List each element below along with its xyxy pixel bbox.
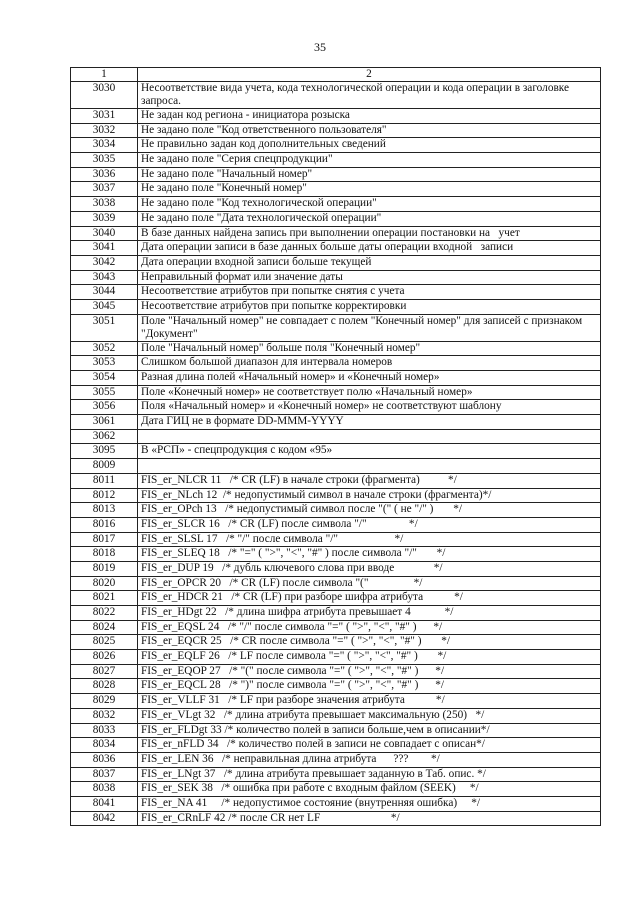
error-code: 8033 [71, 723, 138, 738]
table-row [71, 371, 601, 386]
table-row [71, 620, 601, 635]
error-code: 8012 [71, 488, 138, 503]
error-code: 8029 [71, 694, 138, 709]
table-row [71, 429, 601, 444]
error-code: 8038 [71, 782, 138, 797]
table-row [71, 782, 601, 797]
table-row [71, 385, 601, 400]
error-code: 3055 [71, 385, 138, 400]
page-number: 35 [314, 40, 326, 54]
table-row [71, 400, 601, 415]
error-description: FIS_er_HDCR 21 /* CR (LF) при разборе шифра атрибута */ [138, 591, 601, 606]
table-row [71, 473, 601, 488]
error-description: Не задано поле "Дата технологической операции" [138, 211, 601, 226]
error-description: FIS_er_nFLD 34 /* количество полей в записи не совпадает с описан*/ [138, 738, 601, 753]
error-description: В «РСП» - спецпродукция с кодом «95» [138, 444, 601, 459]
error-description: Несоответствие атрибутов при попытке корректировки [138, 299, 601, 314]
error-description: FIS_er_NLCR 11 /* CR (LF) в начале строки (фрагмента) */ [138, 473, 601, 488]
error-description: FIS_er_NLch 12 /* недопустимый символ в начале строки (фрагмента)*/ [138, 488, 601, 503]
table-row [71, 314, 601, 341]
table-row [71, 82, 601, 109]
table-row [71, 488, 601, 503]
table-row [71, 811, 601, 826]
error-description: Поля «Начальный номер» и «Конечный номер» не соответствуют шаблону [138, 400, 601, 415]
table-row [71, 123, 601, 138]
table-body [71, 82, 601, 826]
table-row [71, 532, 601, 547]
error-code: 3031 [71, 109, 138, 124]
error-description: Не правильно задан код дополнительных сведений [138, 138, 601, 153]
error-description: FIS_er_EQSL 24 /* "/" после символа "=" ( ">", "<", "#" ) */ [138, 620, 601, 635]
table-row [71, 138, 601, 153]
error-code: 8017 [71, 532, 138, 547]
error-description: FIS_er_DUP 19 /* дубль ключевого слова при вводе */ [138, 561, 601, 576]
error-code: 8034 [71, 738, 138, 753]
table-row [71, 796, 601, 811]
error-code: 3095 [71, 444, 138, 459]
error-code: 3034 [71, 138, 138, 153]
error-code: 3061 [71, 415, 138, 430]
error-description: FIS_er_EQCR 25 /* CR после символа "=" ( ">", "<", "#" ) */ [138, 635, 601, 650]
error-description: В базе данных найдена запись при выполнении операции постановки на учет [138, 226, 601, 241]
error-description: FIS_er_VLgt 32 /* длина атрибута превышает максимальную (250) */ [138, 708, 601, 723]
error-description: FIS_er_NA 41 /* недопустимое состояние (внутренняя ошибка) */ [138, 796, 601, 811]
table-row [71, 561, 601, 576]
error-description: Слишком большой диапазон для интервала номеров [138, 356, 601, 371]
error-description [138, 459, 601, 474]
error-description: FIS_er_SLCR 16 /* CR (LF) после символа "/" */ [138, 517, 601, 532]
error-description: FIS_er_EQOP 27 /* "(" после символа "=" ( ">", "<", "#" ) */ [138, 664, 601, 679]
error-description: FIS_er_VLLF 31 /* LF при разборе значения атрибута */ [138, 694, 601, 709]
table-row [71, 708, 601, 723]
table-row [71, 547, 601, 562]
error-description: FIS_er_EQLF 26 /* LF после символа "=" ( ">", "<", "#" ) */ [138, 650, 601, 665]
error-code: 8028 [71, 679, 138, 694]
error-description: FIS_er_CRnLF 42 /* после CR нет LF */ [138, 811, 601, 826]
error-description: FIS_er_SLEQ 18 /* "=" ( ">", "<", "#" ) после символа "/" */ [138, 547, 601, 562]
table-row [71, 606, 601, 621]
table-row [71, 356, 601, 371]
error-description: Неправильный формат или значение даты [138, 270, 601, 285]
error-code: 3038 [71, 197, 138, 212]
error-description: Дата ГИЦ не в формате DD-MMM-YYYY [138, 415, 601, 430]
table-row [71, 459, 601, 474]
error-description: FIS_er_HDgt 22 /* длина шифра атрибута превышает 4 */ [138, 606, 601, 621]
error-description: Не задано поле "Конечный номер" [138, 182, 601, 197]
table-row [71, 109, 601, 124]
error-code: 8016 [71, 517, 138, 532]
table-row [71, 285, 601, 300]
error-description: FIS_er_OPCR 20 /* CR (LF) после символа "(" */ [138, 576, 601, 591]
error-code: 3036 [71, 167, 138, 182]
error-description: Дата операции записи в базе данных больше даты операции входной записи [138, 241, 601, 256]
table-row [71, 153, 601, 168]
error-description: Несоответствие атрибутов при попытке снятия с учета [138, 285, 601, 300]
error-code: 8036 [71, 752, 138, 767]
error-code: 3030 [71, 82, 138, 109]
error-code: 3032 [71, 123, 138, 138]
table-row [71, 635, 601, 650]
error-code: 8041 [71, 796, 138, 811]
error-code: 3037 [71, 182, 138, 197]
error-code: 8018 [71, 547, 138, 562]
error-code: 8026 [71, 650, 138, 665]
table-row [71, 167, 601, 182]
error-code: 3051 [71, 314, 138, 341]
error-code: 8009 [71, 459, 138, 474]
error-code: 3042 [71, 255, 138, 270]
table-row [71, 694, 601, 709]
table-row [71, 255, 601, 270]
error-code: 8032 [71, 708, 138, 723]
table-row [71, 664, 601, 679]
table-row [71, 197, 601, 212]
error-description: Поле "Начальный номер" не совпадает с полем "Конечный номер" для записей с признаком "Документ" [138, 314, 601, 341]
table-row [71, 211, 601, 226]
error-code: 8021 [71, 591, 138, 606]
error-code: 3040 [71, 226, 138, 241]
table-row [71, 752, 601, 767]
table-row [71, 723, 601, 738]
error-code: 3039 [71, 211, 138, 226]
table-row [71, 270, 601, 285]
error-code-table [70, 67, 601, 826]
error-description: FIS_er_SEK 38 /* ошибка при работе с входным файлом (SEEK) */ [138, 782, 601, 797]
error-description [138, 429, 601, 444]
error-description: FIS_er_OPch 13 /* недопустимый символ после "(" ( не "/" ) */ [138, 503, 601, 518]
column-header-code: 1 [71, 68, 138, 82]
error-description: Не задано поле "Код ответственного пользователя" [138, 123, 601, 138]
table-row [71, 576, 601, 591]
error-code: 3044 [71, 285, 138, 300]
error-code: 3052 [71, 341, 138, 356]
error-code: 8037 [71, 767, 138, 782]
table-row [71, 679, 601, 694]
error-code: 3043 [71, 270, 138, 285]
table-row [71, 650, 601, 665]
error-description: Не задано поле "Начальный номер" [138, 167, 601, 182]
error-description: Поле «Конечный номер» не соответствует полю «Начальный номер» [138, 385, 601, 400]
error-description: FIS_er_EQCL 28 /* ")" после символа "=" ( ">", "<", "#" ) */ [138, 679, 601, 694]
error-description: Дата операции входной записи больше текущей [138, 255, 601, 270]
error-description: FIS_er_LNgt 37 /* длина атрибута превышает заданную в Таб. опис. */ [138, 767, 601, 782]
error-description: Не задано поле "Серия спецпродукции" [138, 153, 601, 168]
error-code: 3053 [71, 356, 138, 371]
error-code: 3062 [71, 429, 138, 444]
table-row [71, 738, 601, 753]
error-code: 8042 [71, 811, 138, 826]
error-code: 3056 [71, 400, 138, 415]
table-row [71, 503, 601, 518]
error-description: Поле "Начальный номер" больше поля "Конечный номер" [138, 341, 601, 356]
table-row [71, 591, 601, 606]
error-description: FIS_er_FLDgt 33 /* количество полей в записи больше,чем в описании*/ [138, 723, 601, 738]
error-code: 8022 [71, 606, 138, 621]
error-code: 8013 [71, 503, 138, 518]
column-header-description: 2 [138, 68, 601, 82]
error-code: 8019 [71, 561, 138, 576]
error-description: Не задано поле "Код технологической операции" [138, 197, 601, 212]
table-row [71, 341, 601, 356]
error-code: 8020 [71, 576, 138, 591]
error-code: 8011 [71, 473, 138, 488]
table-row [71, 182, 601, 197]
error-code: 3054 [71, 371, 138, 386]
table-row [71, 226, 601, 241]
error-description: FIS_er_SLSL 17 /* "/" после символа "/" */ [138, 532, 601, 547]
error-description: Разная длина полей «Начальный номер» и «Конечный номер» [138, 371, 601, 386]
error-code: 8025 [71, 635, 138, 650]
error-code: 8027 [71, 664, 138, 679]
table-row [71, 415, 601, 430]
error-description: Несоответствие вида учета, кода технологической операции и кода операции в заголовке запроса. [138, 82, 601, 109]
error-description: Не задан код региона - инициатора розыска [138, 109, 601, 124]
error-code: 3035 [71, 153, 138, 168]
error-code: 3041 [71, 241, 138, 256]
table-row [71, 299, 601, 314]
table-header-row [71, 68, 601, 82]
error-code: 3045 [71, 299, 138, 314]
table-row [71, 517, 601, 532]
error-description: FIS_er_LEN 36 /* неправильная длина атрибута ??? */ [138, 752, 601, 767]
table-row [71, 241, 601, 256]
table-row [71, 767, 601, 782]
error-code: 8024 [71, 620, 138, 635]
table-row [71, 444, 601, 459]
